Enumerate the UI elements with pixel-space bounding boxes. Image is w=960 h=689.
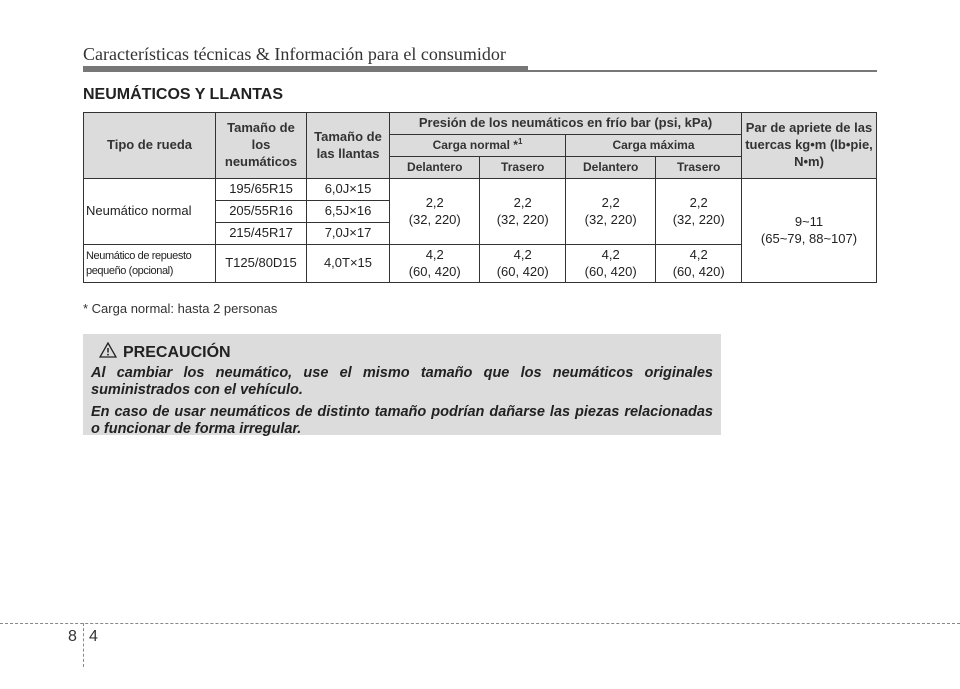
header-trasero-normal: Trasero: [480, 157, 566, 179]
tire-spec-table: [83, 112, 877, 283]
cell-llanta-size: 7,0J×17: [307, 223, 390, 245]
header-carga-maxima: Carga máxima: [565, 135, 741, 157]
cell-neumatico-size: 195/65R15: [216, 179, 307, 201]
section-title: NEUMÁTICOS Y LLANTAS: [83, 86, 284, 103]
header-tamano-neumaticos: Tamaño de los neumáticos: [216, 113, 307, 179]
header-rule: [83, 70, 877, 72]
table-row: [84, 179, 877, 201]
header-tipo: Tipo de rueda: [84, 113, 216, 179]
header-par-apriete: Par de apriete de las tuercas kg•m (lb•pie, N•m): [742, 113, 877, 179]
cell-pressure-spare-rear: 4,2 (60, 420): [480, 245, 566, 283]
cell-par-apriete: 9~11 (65~79, 88~107): [742, 179, 877, 283]
footnote-marker: 1: [517, 137, 523, 147]
cell-pressure-spare-max-front: 4,2 (60, 420): [565, 245, 655, 283]
header-delantero-normal: Delantero: [390, 157, 480, 179]
cell-pressure-spare-max-rear: 4,2 (60, 420): [656, 245, 742, 283]
cell-llanta-size: 4,0T×15: [307, 245, 390, 283]
cell-neumatico-normal: Neumático normal: [84, 179, 216, 245]
warning-icon: [99, 342, 117, 363]
header-trasero-maxima: Trasero: [656, 157, 742, 179]
chapter-number: 8: [68, 628, 77, 645]
cell-llanta-size: 6,0J×15: [307, 179, 390, 201]
cell-pressure-max-rear: 2,2 (32, 220): [656, 179, 742, 245]
cell-pressure-max-front: 2,2 (32, 220): [565, 179, 655, 245]
cell-pressure-normal-rear: 2,2 (32, 220): [480, 179, 566, 245]
footer-divider: [83, 623, 84, 667]
caution-title: PRECAUCIÓN: [123, 343, 231, 361]
cell-pressure-normal-front: 2,2 (32, 220): [390, 179, 480, 245]
header-delantero-maxima: Delantero: [565, 157, 655, 179]
page-number: 4: [89, 628, 98, 645]
footer-rule: [0, 623, 960, 624]
caution-box: [83, 334, 721, 438]
cell-neumatico-size: T125/80D15: [216, 245, 307, 283]
header-carga-normal: Carga normal *$^1$: [390, 135, 566, 157]
footnote: * Carga normal: hasta 2 personas: [83, 301, 278, 316]
header-tamano-llantas: Tamaño de las llantas: [307, 113, 390, 179]
cell-neumatico-repuesto: Neumático de repuesto pequeño (opcional): [84, 245, 216, 283]
header-presion: Presión de los neumáticos en frío bar (psi, kPa): [390, 113, 742, 135]
cell-llanta-size: 6,5J×16: [307, 201, 390, 223]
cell-pressure-spare-front: 4,2 (60, 420): [390, 245, 480, 283]
cell-neumatico-size: 215/45R17: [216, 223, 307, 245]
cell-neumatico-size: 205/55R16: [216, 201, 307, 223]
page-header-title: Características técnicas & Información para el consumidor: [83, 44, 506, 64]
caution-text-2: En caso de usar neumáticos de distinto tamaño podrían dañarse las piezas relacionadas o funcionar de forma irregular.: [91, 404, 713, 438]
caution-text-1: Al cambiar los neumático, use el mismo tamaño que los neumáticos originales suministrados con el vehículo.: [91, 365, 713, 398]
